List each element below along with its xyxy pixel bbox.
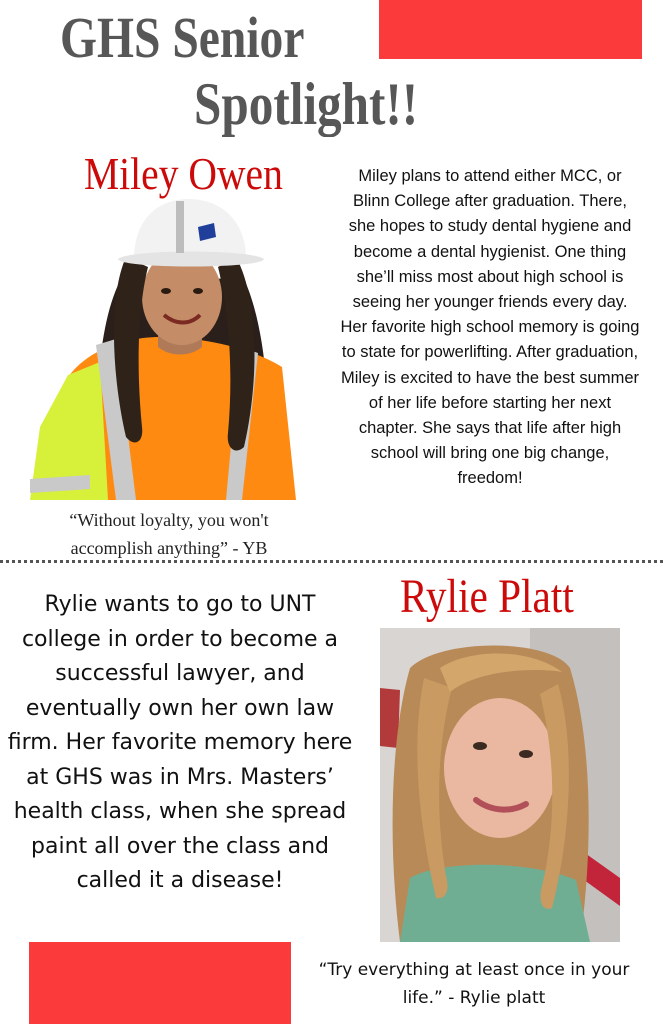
red-accent-bar-top	[379, 0, 642, 59]
student2-bio: Rylie wants to go to UNT college in order to become a successful lawyer, and eventually own her own law firm. Her favorite memory here at GHS was in Mrs. Masters’ health class, when she spread paint all over the class and called it a disease!	[7, 592, 353, 893]
student1-name: Miley Owen	[84, 148, 283, 199]
section-divider	[0, 560, 663, 563]
page-title-line1: GHS Senior	[60, 5, 305, 70]
student1-bio: Miley plans to attend either MCC, or Blinn College after graduation. There, she hopes to study dental hygiene and become a dental hygienist. One thing she’ll miss most about high school is seeing her younger friends every day. Her favorite high school memory is going to state for powerlifting. After graduation, Miley is excited to have the best summer of her life before starting her next chapter. She says that life after high school will bring one big change, freedom!	[340, 167, 640, 488]
student2-photo	[380, 628, 620, 942]
student1-photo	[30, 197, 302, 500]
red-accent-bar-bottom	[29, 942, 291, 1024]
student2-name: Rylie Platt	[400, 570, 574, 623]
page-title-line2: Spotlight!!	[194, 71, 419, 137]
student1-quote: “Without loyalty, you won't accomplish anything” - YB	[69, 510, 269, 558]
student2-quote: “Try everything at least once in your life.” - Rylie platt	[318, 960, 630, 1008]
